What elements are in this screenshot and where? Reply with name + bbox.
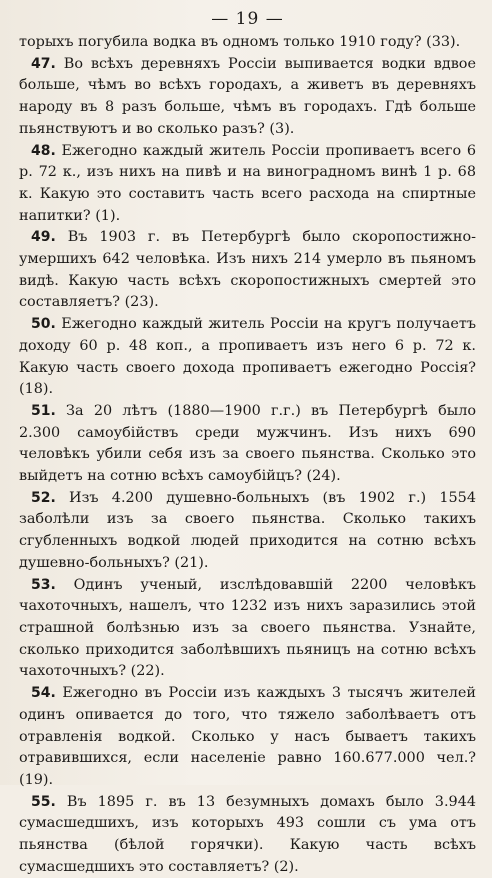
problem-text: Ежегодно каждый житель Россіи на кругъ получаетъ доходу 60 р. 48 коп., а пропиваетъ изъ него 6 р. 72 к. Какую часть своего дохода пропиваетъ ежегодно Россія? (18). bbox=[19, 316, 476, 398]
problem-text: Ежегодно въ Россіи изъ каждыхъ 3 тысячъ жителей одинъ опивается до того, что тяжело заболѣваетъ отъ отравленія водкой. Сколько у насъ бываетъ такихъ отравившихся, если населеніе равно 160.677.000 чел.? (19). bbox=[19, 685, 477, 788]
problem-47 bbox=[19, 54, 476, 141]
problem-text: За 20 лѣтъ (1880—1900 г.г.) въ Петербургѣ было 2.300 самоубійствъ среди мужчинъ. Изъ нихъ 690 человѣкъ убили себя изъ за своего пьянства. Сколько это выйдетъ на сотню всѣхъ самоубійцъ? (24). bbox=[19, 402, 477, 485]
problem-number: 47. bbox=[31, 55, 56, 72]
problem-55 bbox=[19, 792, 476, 878]
problem-number: 54. bbox=[31, 685, 56, 702]
problem-text: Изъ 4.200 душевно-больныхъ (въ 1902 г.) 1554 заболѣли изъ за своего пьянства. Сколько такихъ сгубленныхъ водкой людей приходится на сотню всѣхъ душевно-больныхъ? (21). bbox=[19, 489, 476, 571]
problem-number: 53. bbox=[31, 576, 56, 593]
problem-52 bbox=[19, 488, 476, 575]
problem-text: Во всѣхъ деревняхъ Россіи выпивается водки вдвое больше, чѣмъ во всѣхъ городахъ, а живетъ въ деревняхъ народу въ 8 разъ больше, чѣмъ въ городахъ. Гдѣ больше пьянствуютъ и во сколько разъ? (3). bbox=[19, 55, 476, 137]
problem-50 bbox=[19, 314, 476, 401]
problem-number: 50. bbox=[31, 316, 56, 333]
page-number: — 19 — bbox=[211, 9, 284, 29]
problem-text: Ежегодно каждый житель Россіи пропиваетъ всего 6 р. 72 к., изъ нихъ на пивѣ и на виноградномъ винѣ 1 р. 68 к. Какую это составитъ часть всего расхода на спиртные напитки? (1). bbox=[19, 142, 476, 224]
page-text bbox=[19, 32, 476, 878]
problem-53 bbox=[19, 575, 476, 684]
problem-number: 48. bbox=[31, 142, 56, 159]
problem-51 bbox=[19, 401, 476, 488]
problem-number: 55. bbox=[31, 793, 56, 810]
problem-49 bbox=[19, 227, 476, 314]
problem-text: Въ 1895 г. въ 13 безумныхъ домахъ было 3.944 сумасшедшихъ, изъ которыхъ 493 сошли съ ума отъ пьянства (бѣлой горячки). Какую часть всѣхъ сумасшедшихъ это составляетъ? (2). bbox=[19, 793, 477, 875]
problem-48 bbox=[19, 141, 476, 228]
problem-number: 49. bbox=[31, 229, 56, 246]
problem-number: 51. bbox=[31, 402, 56, 419]
problem-number: 52. bbox=[31, 489, 56, 506]
problem-text: Въ 1903 г. въ Петербургѣ было скоропостижно-умершихъ 642 человѣка. Изъ нихъ 214 умерло въ пьяномъ видѣ. Какую часть всѣхъ скоропостижныхъ смертей это составляетъ? (23). bbox=[19, 229, 476, 311]
continuation-paragraph: торыхъ погубила водка въ одномъ только 1910 году? (33). bbox=[19, 34, 461, 50]
problem-text: Одинъ ученый, изслѣдовавшій 2200 человѣкъ чахоточныхъ, нашелъ, что 1232 изъ нихъ заразились этой страшной болѣзнью изъ за своего пьянства. Узнайте, сколько приходится заболѣвшихъ пьяницъ на сотню всѣхъ чахоточныхъ? (22). bbox=[19, 576, 476, 680]
problem-54 bbox=[19, 683, 476, 792]
